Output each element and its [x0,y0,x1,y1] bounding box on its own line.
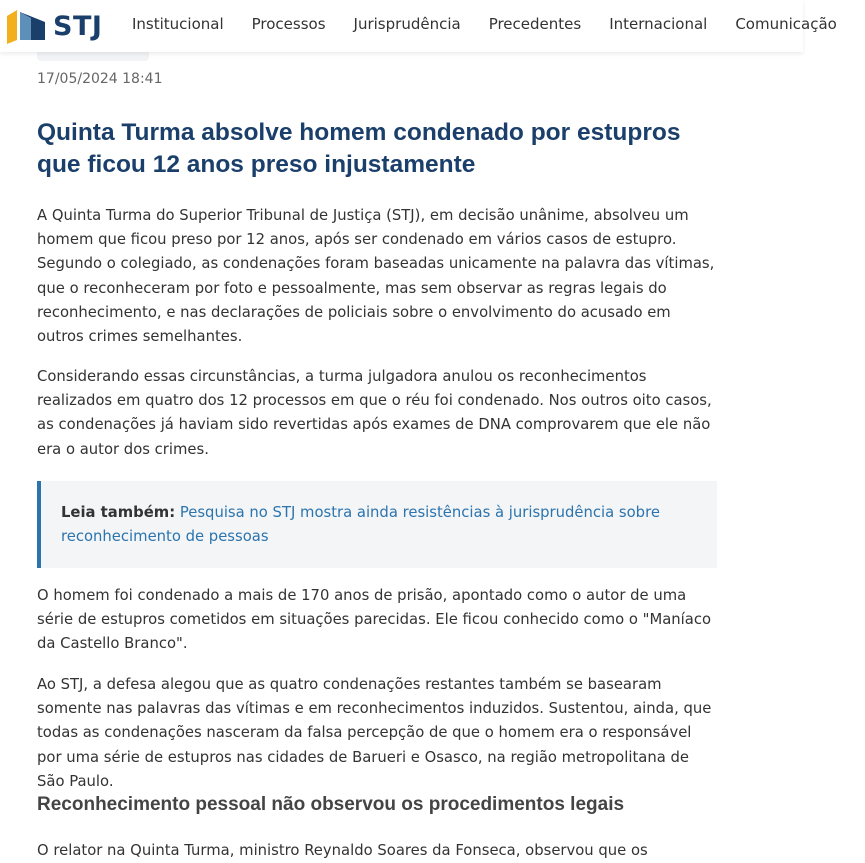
nav-jurisprudencia[interactable]: Jurisprudência [353,15,461,33]
stj-logo[interactable] [7,7,107,45]
read-also-link[interactable]: Pesquisa no STJ mostra ainda resistências à jurisprudência sobre reconhecimento de pessoas [61,504,660,546]
read-also-label: Leia também: [61,504,176,521]
read-also-callout [37,481,717,568]
nav-internacional[interactable]: Internacional [609,15,708,33]
breadcrumb-tab [37,52,149,61]
nav-comunicacao[interactable]: Comunicação [735,15,837,33]
article-subheading: Reconhecimento pessoal não observou os procedimentos legais [37,794,625,815]
nav-precedentes[interactable]: Precedentes [488,15,582,33]
main-nav [132,15,865,33]
top-navigation-bar [0,0,837,52]
nav-institucional[interactable]: Institucional [132,15,224,33]
article-paragraph-3: O homem foi condenado a mais de 170 anos de prisão, apontado como o autor de uma série de estupros cometidos em situações parecidas. Ele ficou conhecido como o "Maníaco da Castello Branco". [37,587,712,653]
article-paragraph-1: A Quinta Turma do Superior Tribunal de Justiça (STJ), em decisão unânime, absolveu um homem que ficou preso por 12 anos, após ser condenado em vários casos de estupro. Segundo o colegiado, as condenações foram baseadas unicamente na palavra das vítimas, que o reconheceram por foto e pessoalmente, mas sem observar as regras legais do reconhecimento, e nas declarações de policiais sobre o envolvimento do acusado em outros crimes semelhantes. [37,207,715,346]
article-paragraph-2: Considerando essas circunstâncias, a turma julgadora anulou os reconhecimentos realizados em quatro dos 12 processos em que o réu foi condenado. Nos outros oito casos, as condenações já haviam sido revertidas após exames de DNA comprovarem que ele não era o autor dos crimes. [37,368,712,458]
nav-processos[interactable]: Processos [251,15,326,33]
article-paragraph-5: O relator na Quinta Turma, ministro Reynaldo Soares da Fonseca, observou que os [37,842,648,859]
logo-text: STJ [53,10,103,42]
article-date: 17/05/2024 18:41 [37,71,163,87]
stj-emblem-icon [7,8,45,44]
article-paragraph-4: Ao STJ, a defesa alegou que as quatro condenações restantes também se basearam somente nas palavras das vítimas e em reconhecimentos induzidos. Sustentou, ainda, que todas as condenações nasceram da falsa percepção de que o homem era o responsável por uma série de estupros nas cidades de Barueri e Osasco, na região metropolitana de São Paulo. [37,676,712,790]
article-title: Quinta Turma absolve homem condenado por estupros que ficou 12 anos preso injustamente [37,119,681,178]
